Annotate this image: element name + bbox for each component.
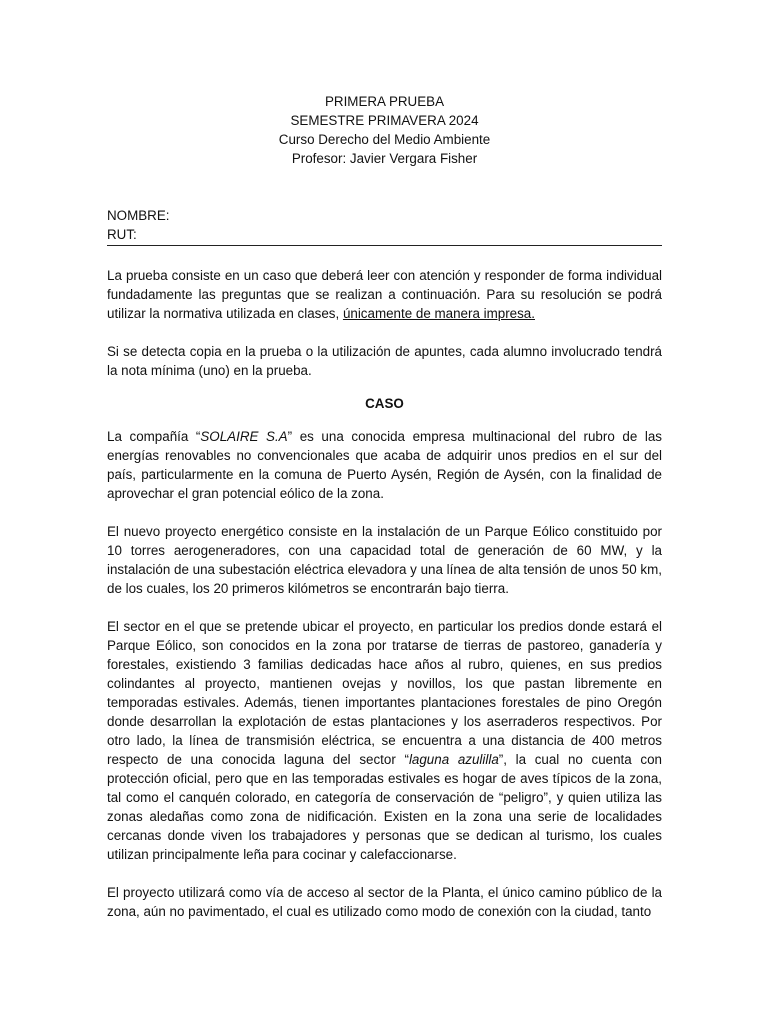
case-p3-start: El sector en el que se pretende ubicar el proyecto, en particular los predios donde estará el Parque Eólico, son conocidos en la zona por tratarse de tierras de pastoreo, ganadería y forestales, existiendo 3 familias dedicadas hace años al rubro, quienes, en sus predios colindantes al proyecto, mantienen ovejas y novillos, los que pastan libremente en temporadas estivales. Además, tienen importantes plantaciones forestales de pino Oregón donde desarrollan la explotación de estas plantaciones y los aserraderos respectivos. Por otro lado, la línea de transmisión eléctrica, se encuentra a una distancia de 400 metros respecto de una conocida laguna del sector “: [107, 619, 662, 767]
exam-semester: SEMESTRE PRIMAVERA 2024: [290, 113, 479, 128]
case-heading: CASO: [365, 396, 404, 411]
rut-label: RUT:: [107, 227, 137, 242]
case-paragraph-2: El nuevo proyecto energético consiste en la instalación de un Parque Eólico constituido por 10 torres aerogeneradores, con una capacidad total de generación de 60 MW, y la instalación de una subestación eléctrica elevadora y una línea de alta tensión de unos 50 km, de los cuales, los 20 primeros kilómetros se encontrarán bajo tierra.: [107, 524, 662, 596]
instructions-paragraph-1: [107, 266, 662, 323]
document-body: [107, 92, 662, 921]
professor-name: Profesor: Javier Vergara Fisher: [291, 151, 478, 166]
exam-header: [107, 92, 662, 168]
case-paragraph-3: [107, 617, 662, 864]
nombre-label: NOMBRE:: [107, 208, 170, 223]
case-p1-start: La compañía “: [107, 429, 201, 444]
case-paragraph-4: El proyecto utilizará como vía de acceso al sector de la Planta, el único camino público de la zona, aún no pavimentado, el cual es utilizado como modo de conexión con la ciudad, tanto: [107, 885, 662, 919]
instructions-paragraph-2: Si se detecta copia en la prueba o la utilización de apuntes, cada alumno involucrado tendrá la nota mínima (uno) en la prueba.: [107, 344, 662, 378]
lagoon-name: laguna azulilla: [408, 752, 499, 767]
case-paragraph-1: [107, 427, 662, 503]
student-fields: [107, 206, 662, 246]
instructions-text: La prueba consiste en un caso que deberá leer con atención y responder de forma individual fundadamente las preguntas que se realizan a continuación. Para su resolución se podrá utilizar la normativa utilizada en clases,: [107, 268, 662, 321]
instructions-underlined: únicamente de manera impresa.: [342, 306, 535, 321]
company-name: SOLAIRE S.A: [200, 429, 288, 444]
exam-title: PRIMERA PRUEBA: [324, 94, 445, 109]
course-name: Curso Derecho del Medio Ambiente: [278, 132, 491, 147]
case-p3-end: ”, la cual no cuenta con protección oficial, pero que en las temporadas estivales es hogar de aves típicos de la zona, tal como el canquén colorado, en categoría de conservación de “peligro”, y quien utiliza las zonas aledañas como zona de nidificación. Existen en la zona una serie de localidades cercanas donde viven los trabajadores y personas que se dedican al turismo, los cuales utilizan principalmente leña para cocinar y calefaccionarse.: [107, 752, 662, 862]
case-p1-end: ” es una conocida empresa multinacional del rubro de las energías renovables no convencionales que acaba de adquirir unos predios en el sur del país, particularmente en la comuna de Puerto Aysén, Región de Aysén, con la finalidad de aprovechar el gran potencial eólico de la zona.: [107, 429, 663, 501]
